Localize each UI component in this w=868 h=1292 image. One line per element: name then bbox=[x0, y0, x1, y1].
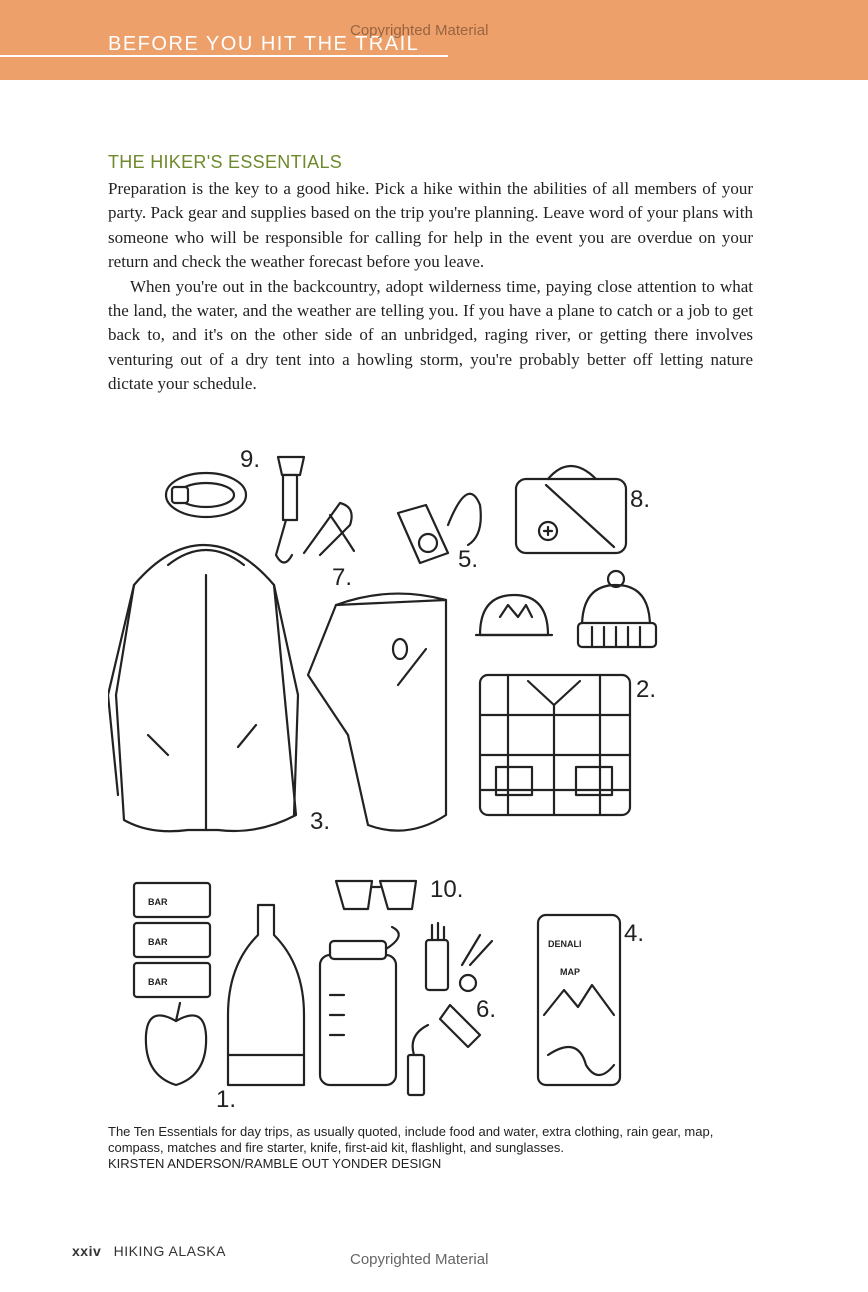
water-bottle-icon bbox=[228, 905, 304, 1085]
ball-cap-icon bbox=[476, 595, 552, 635]
food-bars-icon bbox=[134, 883, 210, 997]
item-number-10: 10. bbox=[430, 876, 464, 903]
map-title-label: DENALI bbox=[548, 939, 582, 949]
beanie-icon bbox=[578, 571, 656, 647]
bar-label-2: BAR bbox=[148, 937, 168, 947]
headlamp-icon bbox=[166, 473, 246, 517]
bar-label-3: BAR bbox=[148, 977, 168, 987]
map-icon bbox=[538, 915, 620, 1085]
item-number-2: 2. bbox=[636, 676, 657, 703]
running-title: BEFORE YOU HIT THE TRAIL bbox=[108, 33, 420, 55]
watermark-top: Copyrighted Material bbox=[350, 22, 489, 39]
item-number-8: 8. bbox=[630, 486, 651, 513]
section-heading: THE HIKER'S ESSENTIALS bbox=[108, 152, 343, 172]
page-number: xxiv bbox=[72, 1243, 102, 1259]
rain-pants-icon bbox=[308, 594, 446, 831]
nalgene-bottle-icon bbox=[320, 927, 399, 1085]
figure-caption bbox=[108, 1124, 763, 1172]
flannel-shirt-icon bbox=[480, 675, 630, 815]
item-number-7: 7. bbox=[332, 564, 353, 591]
page-footer bbox=[72, 1243, 226, 1259]
sunglasses-icon bbox=[336, 881, 416, 909]
ten-essentials-illustration bbox=[108, 435, 758, 1120]
book-title: HIKING ALASKA bbox=[113, 1243, 226, 1259]
item-number-3: 3. bbox=[310, 808, 331, 835]
paragraph-1: Preparation is the key to a good hike. Pick a hike within the abilities of all members of your party. Pack gear and supplies based on the trip you're planning. Leave word of your plans with someone who will be responsible for calling for help in the event you are overdue on your return and check the weather forecast before you leave. bbox=[108, 179, 753, 272]
paragraph-2: When you're out in the backcountry, adopt wilderness time, paying close attention to what the land, the water, and the weather are telling you. If you have a plane to catch or a job to get back to, and it's on the other side of an unbridged, raging river, or getting there involves venturing out of a dry tent into a howling storm, you're probably better off letting nature dictate your schedule. bbox=[108, 276, 753, 394]
flashlight-icon bbox=[276, 457, 304, 563]
caption-text: The Ten Essentials for day trips, as usually quoted, include food and water, extra clothing, rain gear, map, compass, matches and fire starter, knife, first-aid kit, flashlight, and sunglasses. bbox=[108, 1124, 714, 1155]
item-number-9: 9. bbox=[240, 446, 261, 473]
map-label: MAP bbox=[560, 967, 580, 977]
item-number-4: 4. bbox=[624, 920, 645, 947]
body-text bbox=[108, 177, 753, 397]
apple-icon bbox=[146, 1003, 206, 1085]
item-number-6: 6. bbox=[476, 996, 497, 1023]
item-number-5: 5. bbox=[458, 546, 479, 573]
rain-jacket-icon bbox=[108, 545, 298, 831]
knife-icon bbox=[304, 503, 354, 555]
watermark-bottom: Copyrighted Material bbox=[350, 1251, 489, 1268]
item-number-1: 1. bbox=[216, 1086, 237, 1113]
bar-label-1: BAR bbox=[148, 897, 168, 907]
caption-credit: KIRSTEN ANDERSON/RAMBLE OUT YONDER DESIGN bbox=[108, 1156, 442, 1171]
first-aid-kit-icon bbox=[516, 466, 626, 553]
